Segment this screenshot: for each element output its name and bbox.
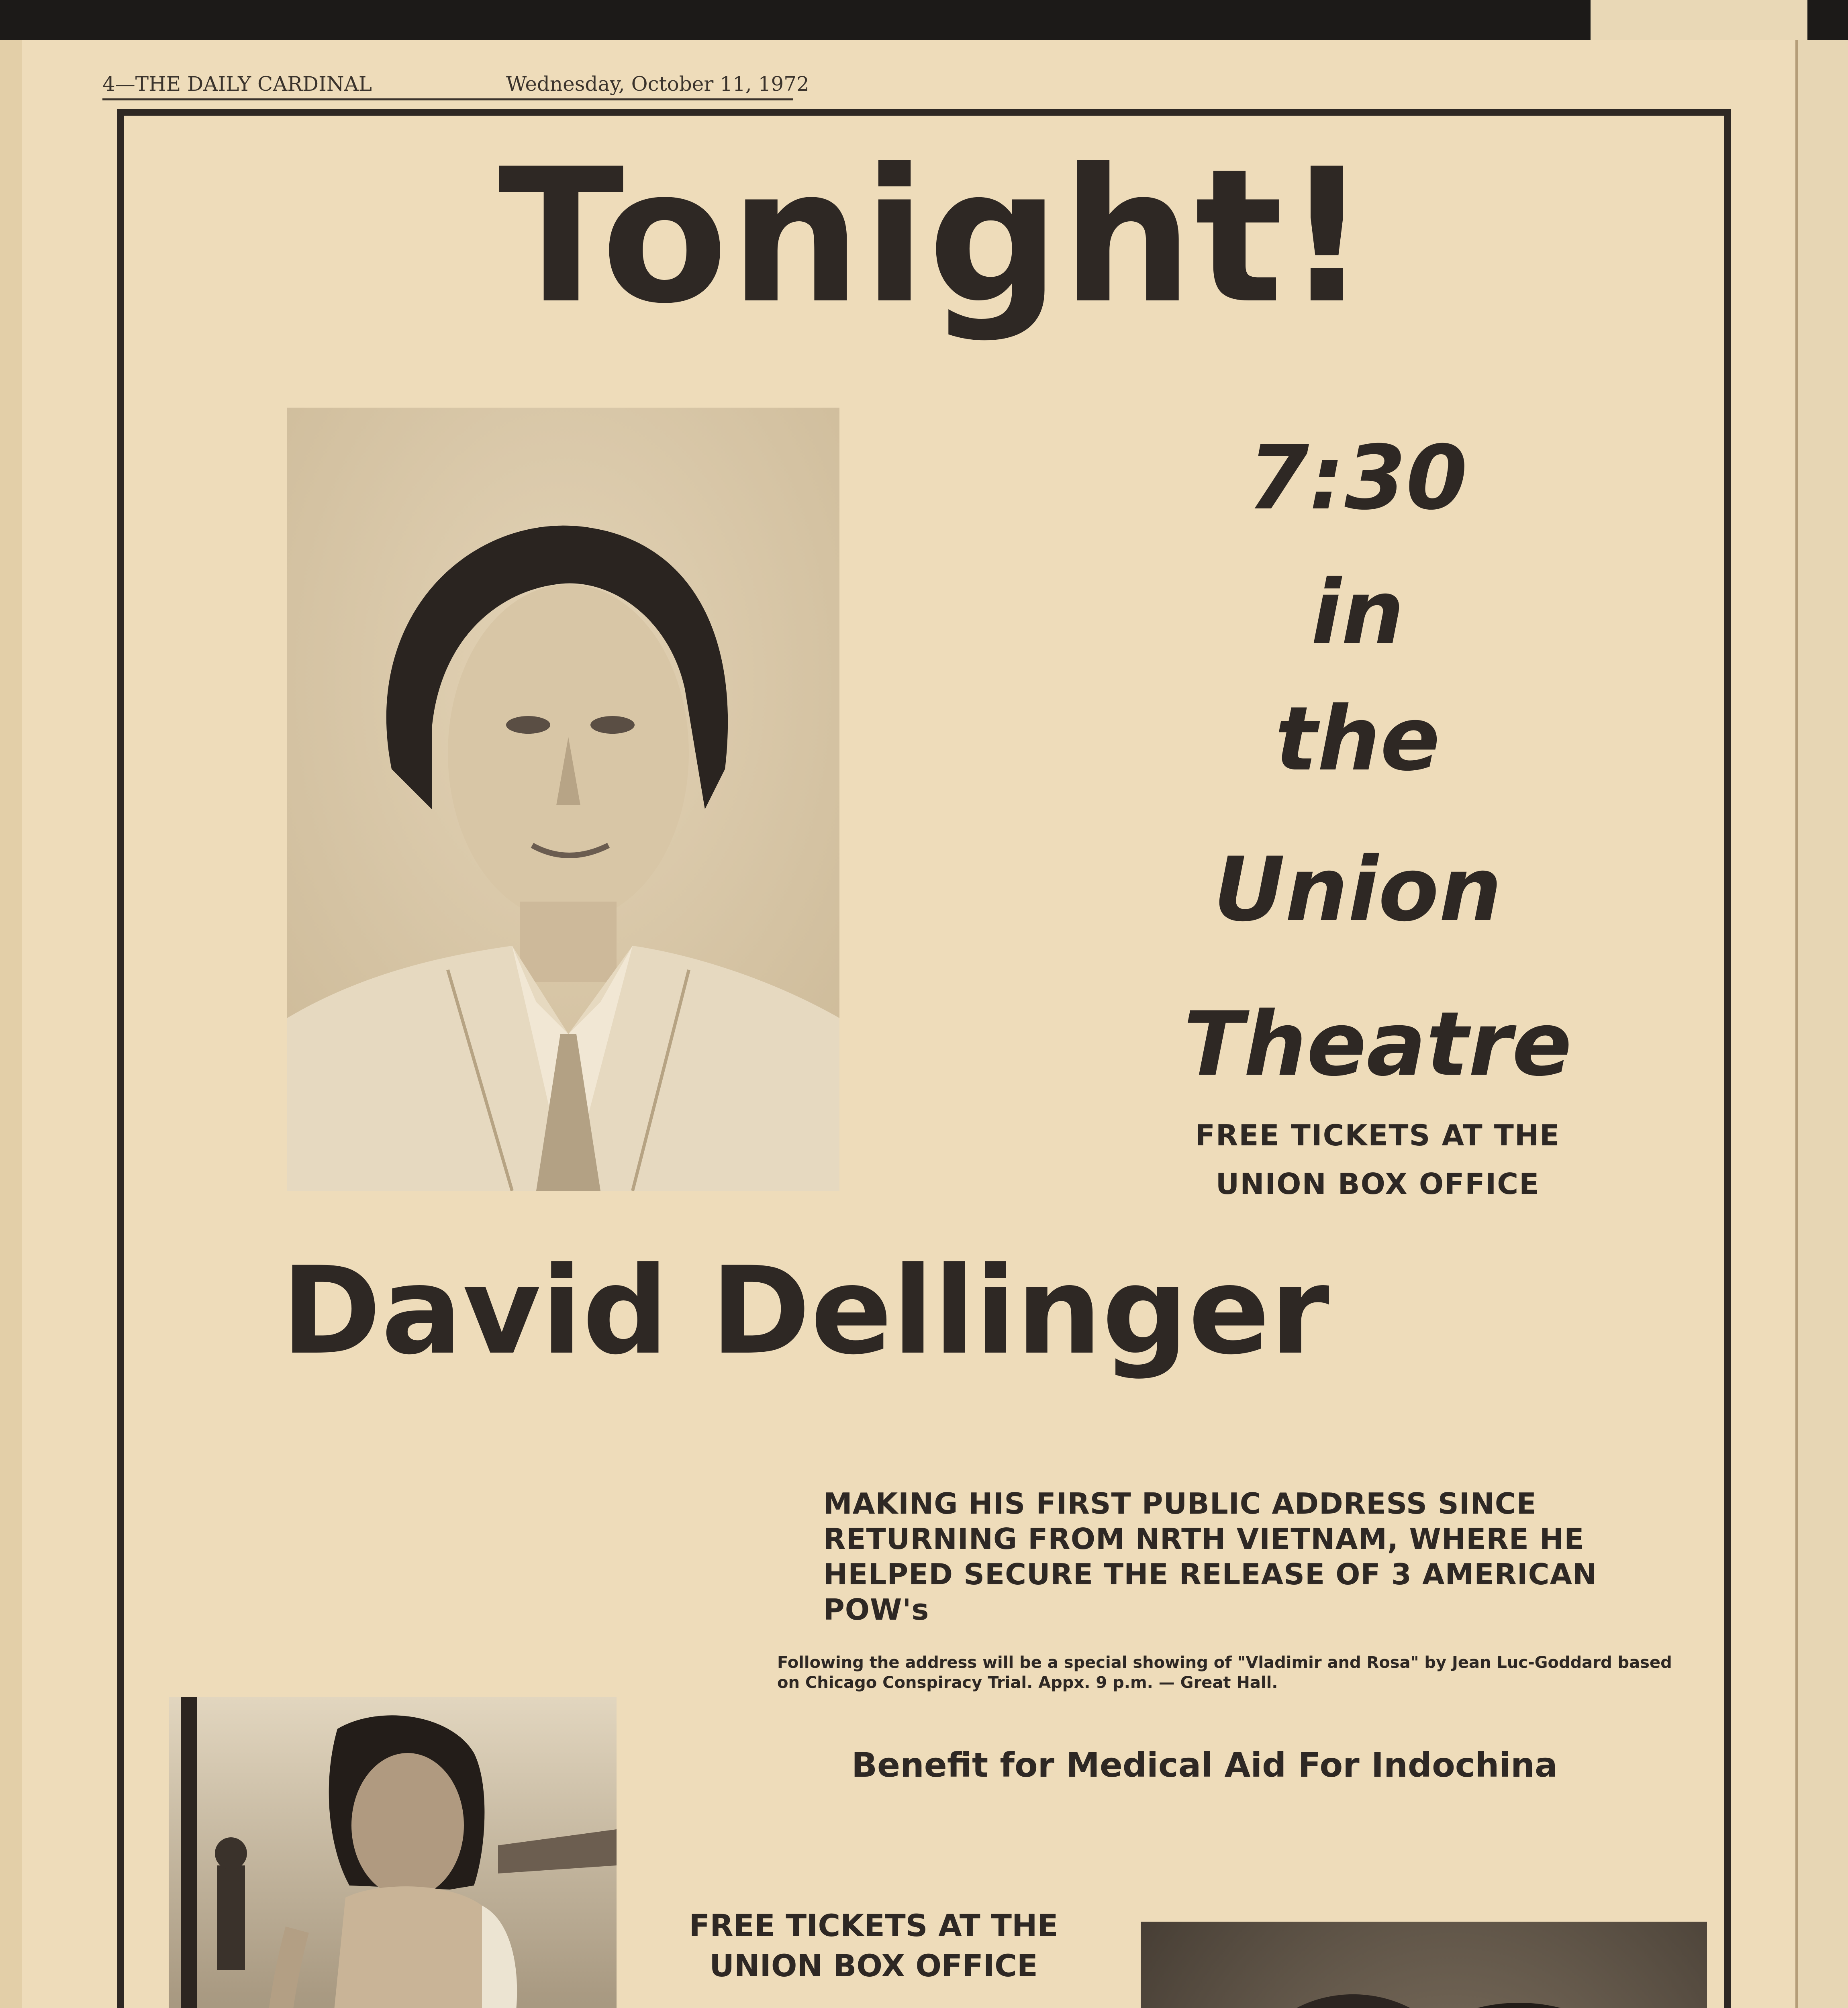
event-time: 7:30 <box>1248 426 1468 529</box>
address-description <box>823 1486 1627 1627</box>
tickets-line-1: FREE TICKETS AT THE <box>1195 1118 1560 1152</box>
running-header-date: Wednesday, October 11, 1972 <box>506 72 809 96</box>
address-line: POW's <box>823 1593 929 1626</box>
film-note-line: on Chicago Conspiracy Trial. Appx. 9 p.m. — Great Hall. <box>777 1673 1278 1692</box>
running-header-rule <box>102 98 793 100</box>
free-tickets-line: FREE TICKETS AT THE <box>689 1908 1058 1943</box>
child-photo-left <box>169 1697 617 2008</box>
portrait-photo <box>287 408 839 1191</box>
event-place-the: the <box>1275 688 1440 790</box>
scan-border-top <box>0 0 1848 40</box>
running-header-left: 4—THE DAILY CARDINAL <box>102 72 372 96</box>
benefit-line: Benefit for Medical Aid For Indochina <box>852 1745 1558 1785</box>
speaker-name: David Dellinger <box>281 1241 1329 1381</box>
address-line: MAKING HIS FIRST PUBLIC ADDRESS SINCE <box>823 1487 1537 1520</box>
film-note <box>777 1653 1701 1693</box>
address-line: RETURNING FROM NRTH VIETNAM, WHERE HE <box>823 1522 1585 1556</box>
children-photo-right <box>1141 1922 1707 2008</box>
free-tickets-line: UNION BOX OFFICE <box>709 1948 1038 1984</box>
address-line: HELPED SECURE THE RELEASE OF 3 AMERICAN <box>823 1557 1597 1591</box>
free-tickets-lower <box>627 1906 1121 1986</box>
event-place-in: in <box>1311 561 1405 664</box>
headline-tonight: Tonight! <box>498 129 1371 344</box>
event-place-union: Union <box>1213 838 1502 941</box>
page-left-edge <box>0 40 22 2008</box>
event-place-theatre: Theatre <box>1183 993 1572 1096</box>
adjacent-page-edge-top <box>1591 0 1807 40</box>
adjacent-page-edge <box>1795 40 1848 2008</box>
film-note-line: Following the address will be a special showing of "Vladimir and Rosa" by Jean Luc-Goddard based <box>777 1653 1672 1672</box>
tickets-line-2: UNION BOX OFFICE <box>1215 1167 1540 1201</box>
